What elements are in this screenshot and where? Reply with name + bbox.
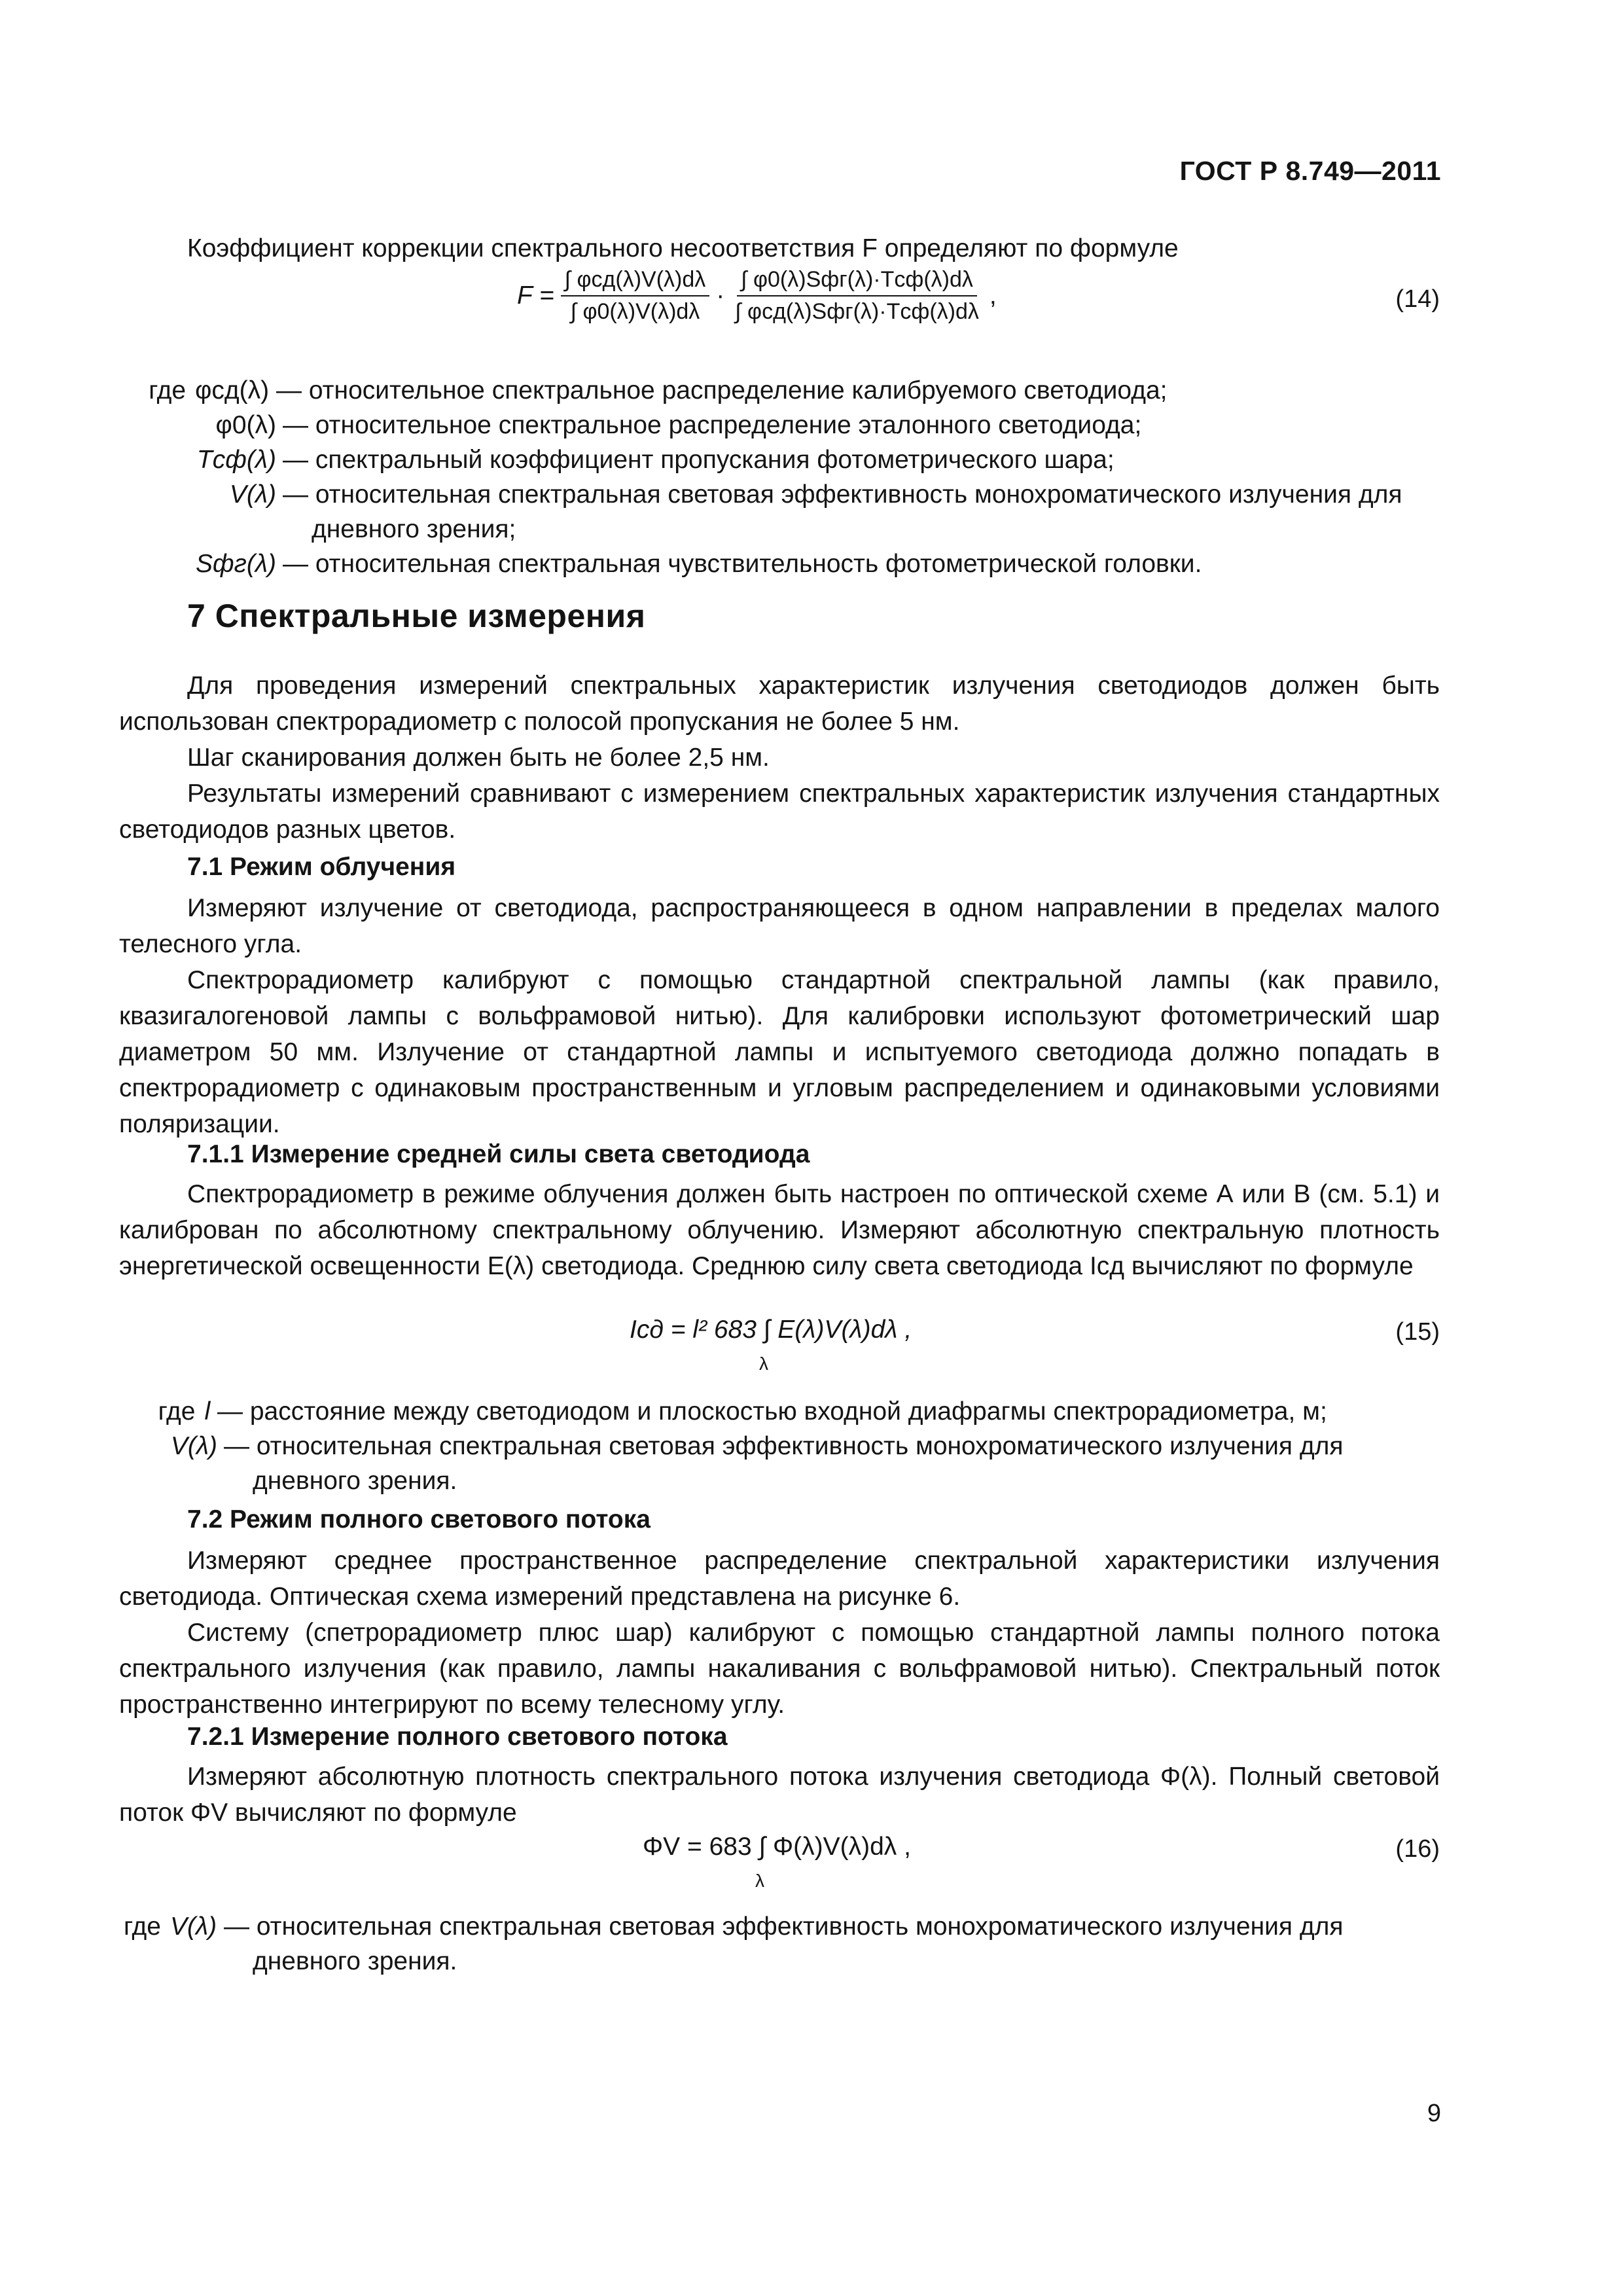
definition-text-continuation: дневного зрения. [253,1947,457,1975]
formula-15-definitions [119,1394,1440,1498]
definition-text-line: — относительная спектральная световая эффективность монохроматического излучения для [283,480,1402,509]
page-number: 9 [1427,2100,1441,2127]
formula-14-lhs: F = [517,281,554,310]
definition-text-line: — относительная спектральная световая эффективность монохроматического излучения для [224,1432,1344,1460]
definition-symbol: l [204,1397,211,1426]
formula-14-den-1: ∫ φ0(λ)V(λ)dλ [570,299,700,324]
definition-row [119,442,1440,477]
section-7-paragraph-2: Шаг сканирования должен быть не более 2,5 нм. [187,744,770,772]
section-7-2-1-title: 7.2.1 Измерение полного светового потока [187,1723,728,1751]
formula-14 [119,262,1440,334]
definition-text [224,1909,1440,1979]
section-7-paragraph-3: Результаты измерений сравнивают с измерением спектральных характеристик излучения стандартных светодиодов разных цветов. [119,780,1440,844]
formula-15-expression: Iсд = l² 683 ∫ E(λ)V(λ)dλ , [630,1316,912,1344]
definition-text: — относительное спектральное распределение калибруемого светодиода; [276,376,1168,404]
definition-text: — относительное спектральное распределение эталонного светодиода; [283,411,1142,439]
definition-symbol: V(λ) [169,1912,217,1941]
definition-row [119,1909,1440,1979]
definition-text-line: — относительная спектральная световая эффективность монохроматического излучения для [224,1912,1344,1941]
formula-15 [119,1316,1440,1388]
definition-text: — спектральный коэффициент пропускания фотометрического шара; [283,446,1115,474]
formula-14-den-2: ∫ φсд(λ)Sфг(λ)·Tсф(λ)dλ [735,299,979,324]
section-7-1-title: 7.1 Режим облучения [187,853,456,881]
definition-row [119,477,1440,547]
multiply-dot: · [716,281,725,310]
formula-16-definitions [119,1909,1440,1979]
definition-symbol: V(λ) [170,1432,217,1460]
definition-symbol-group [119,1909,224,1979]
formula-15-number: (15) [1395,1318,1440,1346]
where-word: где [149,376,187,404]
formula-14-intro: Коэффициент коррекции спектрального несоответствия F определяют по формуле [187,234,1179,262]
formula-16-integral-limit: λ [755,1871,764,1891]
formula-14-number: (14) [1395,285,1440,313]
definition-symbol: Sфг(λ) [196,550,276,578]
definition-symbol: φ0(λ) [215,411,276,439]
definition-row [119,1394,1440,1429]
formula-16-expression: ΦV = 683 ∫ Φ(λ)V(λ)dλ , [643,1833,911,1861]
formula-16 [119,1833,1440,1905]
formula-14-num-2: ∫ φ0(λ)Sфг(λ)·Tсф(λ)dλ [737,267,977,296]
definition-row [119,547,1440,581]
formula-14-definitions [119,373,1440,581]
definition-text [276,477,1440,547]
definition-row [119,1429,1440,1498]
formula-14-body [517,267,997,325]
formula-16-number: (16) [1395,1835,1440,1863]
definition-text: — расстояние между светодиодом и плоскостью входной диафрагмы спектрорадиометра, м; [217,1397,1327,1426]
where-word: где [124,1912,161,1941]
document-header: ГОСТ Р 8.749—2011 [1179,156,1441,186]
definition-text [217,1429,1440,1498]
definition-row [119,373,1440,408]
definition-symbol-group [119,373,276,408]
section-7-1-paragraph-1: Измеряют излучение от светодиода, распространяющееся в одном направлении в пределах малого телесного угла. [119,894,1440,958]
section-7-title: 7 Спектральные измерения [187,598,646,634]
definition-symbol: φсд(λ) [195,376,270,404]
definition-symbol: V(λ) [229,480,276,509]
formula-15-integral-limit: λ [759,1354,768,1374]
where-word: где [158,1397,196,1426]
section-7-1-1-title: 7.1.1 Измерение средней силы света светодиода [187,1140,810,1168]
definition-symbol-group [119,1394,217,1429]
definition-row [119,408,1440,442]
section-7-2-title: 7.2 Режим полного светового потока [187,1505,651,1534]
section-7-2-paragraph-1: Измеряют среднее пространственное распределение спектральной характеристики излучения светодиода. Оптическая схема измерений представлена на рисунке 6. [119,1547,1440,1611]
definition-symbol: Tсф(λ) [196,446,276,474]
section-7-1-paragraph-2: Спектрорадиометр калибруют с помощью стандартной спектральной лампы (как правило, квазигалогеновой лампы с вольфрамовой нитью). Для калибровки используют фотометрический шар диаметром 50 мм. Излучение от стандартной лампы и испытуемого светодиода должно попадать в спектрорадиометр с одинаковым пространственным и угловым распределением и одинаковыми условиями поляризации. [119,966,1440,1138]
formula-14-comma: , [989,281,997,310]
section-7-2-1-paragraph-1: Измеряют абсолютную плотность спектрального потока излучения светодиода Φ(λ). Полный световой поток ΦV вычисляют по формуле [119,1763,1440,1827]
section-7-2-paragraph-2: Систему (спетрорадиометр плюс шар) калибруют с помощью стандартной лампы полного потока спектрального излучения (как правило, лампы накаливания с вольфрамовой нитью). Спектральный поток пространственно интегрируют по всему телесному углу. [119,1619,1440,1719]
definition-text-continuation: дневного зрения. [253,1467,457,1495]
formula-16-body [643,1833,911,1891]
section-7-1-1-paragraph-1: Спектрорадиометр в режиме облучения должен быть настроен по оптической схеме А или В (см. 5.1) и калиброван по абсолютному спектральному облучению. Измеряют абсолютную спектральную плотность энергетической освещенности E(λ) светодиода. Среднюю силу света светодиода Iсд вычисляют по формуле [119,1180,1440,1280]
formula-14-num-1: ∫ φсд(λ)V(λ)dλ [561,267,710,296]
definition-text: — относительная спектральная чувствительность фотометрической головки. [283,550,1202,578]
formula-15-body [630,1316,912,1374]
definition-text-continuation: дневного зрения; [312,515,516,543]
section-7-paragraph-1: Для проведения измерений спектральных характеристик излучения светодиодов должен быть использован спектрорадиометр с полосой пропускания не более 5 нм. [119,672,1440,736]
formula-14-fraction-2 [731,267,983,325]
formula-14-fraction-1 [561,267,710,325]
